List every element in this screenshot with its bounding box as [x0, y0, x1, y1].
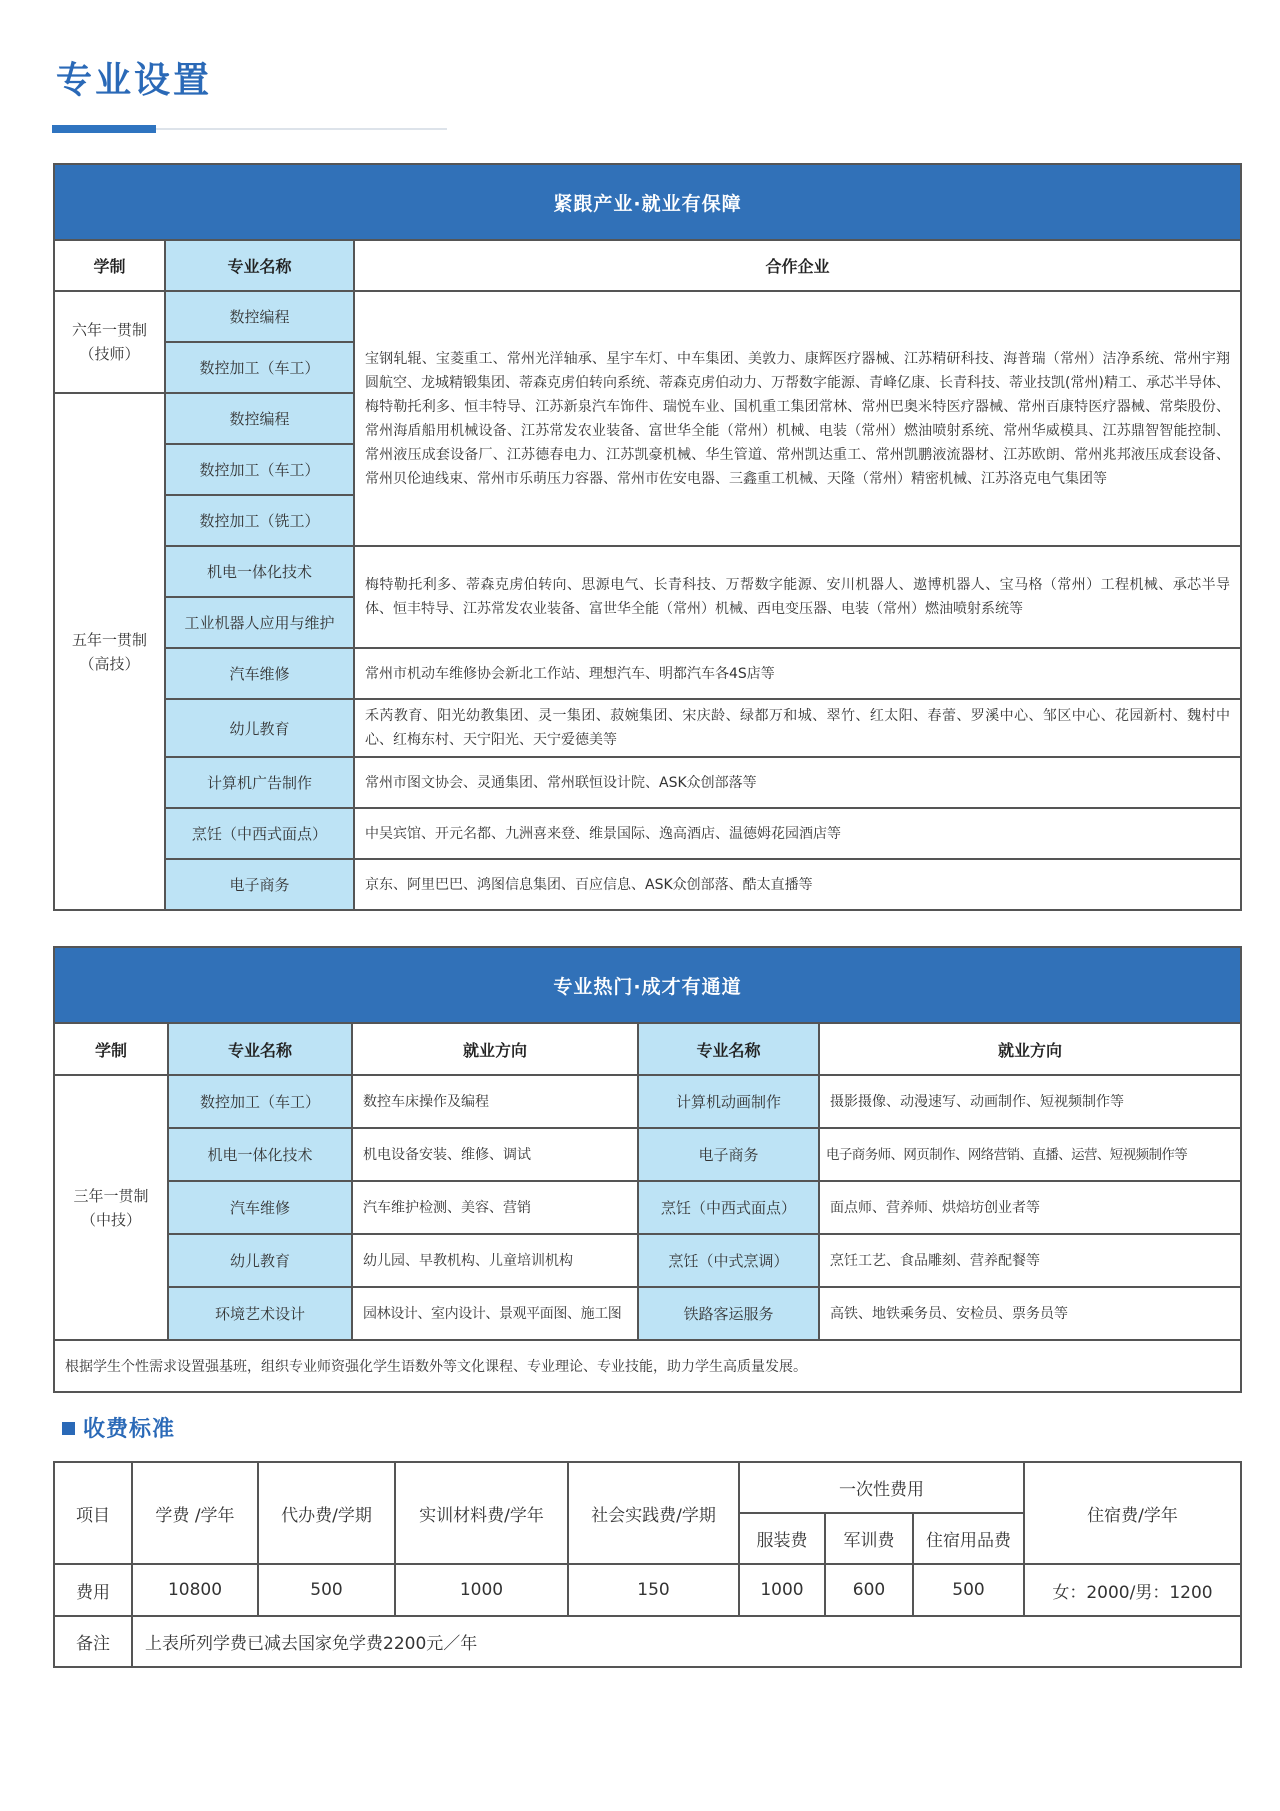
fee-military-value: 600: [825, 1564, 913, 1616]
square-bullet-icon: [62, 1422, 75, 1435]
companies-cell: 梅特勒托利多、蒂森克虏伯转向、思源电气、长青科技、万帮数字能源、安川机器人、遨博机器人、宝马格（常州）工程机械、承芯半导体、恒丰特导、江苏常发农业装备、富世华全能（常州）机械、西电变压器、电装（常州）燃油喷射系统等: [354, 546, 1241, 648]
fee-practice-value: 150: [568, 1564, 739, 1616]
major-cell: 汽车维修: [165, 648, 354, 699]
table-title: 专业热门·成才有通道: [54, 947, 1241, 1023]
companies-cell: 常州市图文协会、灵通集团、常州联恒设计院、ASK众创部落等: [354, 757, 1241, 808]
major-cell: 铁路客运服务: [638, 1287, 819, 1340]
major-cell: 幼儿教育: [168, 1234, 352, 1287]
major-cell: 工业机器人应用与维护: [165, 597, 354, 648]
major-cell: 机电一体化技术: [165, 546, 354, 597]
major-cell: 烹饪（中式烹调）: [638, 1234, 819, 1287]
fee-dorm-goods-value: 500: [913, 1564, 1024, 1616]
table-title: 紧跟产业·就业有保障: [54, 164, 1241, 240]
fee-row-label: 费用: [54, 1564, 132, 1616]
col-header-major: 专业名称: [165, 240, 354, 291]
direction-cell: 数控车床操作及编程: [352, 1075, 638, 1128]
remark-text: 上表所列学费已减去国家免学费2200元／年: [132, 1616, 1241, 1667]
companies-cell: 常州市机动车维修协会新北工作站、理想汽车、明都汽车各4S店等: [354, 648, 1241, 699]
fee-header-material: 实训材料费/学年: [395, 1462, 568, 1564]
group-three-year: 三年一贯制 （中技）: [54, 1075, 168, 1340]
major-cell: 数控加工（铣工）: [165, 495, 354, 546]
col-header-direction: 就业方向: [352, 1023, 638, 1075]
fee-header-item: 项目: [54, 1462, 132, 1564]
major-cell: 计算机动画制作: [638, 1075, 819, 1128]
group-five-year: 五年一贯制 （高技）: [54, 393, 165, 910]
fee-header-agency: 代办费/学期: [258, 1462, 395, 1564]
major-cell: 计算机广告制作: [165, 757, 354, 808]
fee-header-practice: 社会实践费/学期: [568, 1462, 739, 1564]
direction-cell: 机电设备安装、维修、调试: [352, 1128, 638, 1181]
major-cell: 汽车维修: [168, 1181, 352, 1234]
companies-cell: 禾芮教育、阳光幼教集团、灵一集团、菽婉集团、宋庆龄、绿都万和城、翠竹、红太阳、春蕾、罗溪中心、邹区中心、花园新村、魏村中心、红梅东村、天宁阳光、天宁爱德美等: [354, 699, 1241, 757]
fee-header-uniform: 服装费: [739, 1513, 825, 1564]
direction-cell: 烹饪工艺、食品雕刻、营养配餐等: [819, 1234, 1241, 1287]
major-cell: 数控加工（车工）: [165, 342, 354, 393]
direction-cell: 幼儿园、早教机构、儿童培训机构: [352, 1234, 638, 1287]
fee-agency-value: 500: [258, 1564, 395, 1616]
fee-material-value: 1000: [395, 1564, 568, 1616]
major-cell: 环境艺术设计: [168, 1287, 352, 1340]
major-cell: 数控编程: [165, 393, 354, 444]
fee-header-tuition: 学费 /学年: [132, 1462, 258, 1564]
major-cell: 电子商务: [638, 1128, 819, 1181]
major-cell: 幼儿教育: [165, 699, 354, 757]
col-header-major: 专业名称: [168, 1023, 352, 1075]
group-six-year: 六年一贯制 （技师）: [54, 291, 165, 393]
direction-cell: 高铁、地铁乘务员、安检员、票务员等: [819, 1287, 1241, 1340]
fee-tuition-value: 10800: [132, 1564, 258, 1616]
col-header-direction: 就业方向: [819, 1023, 1241, 1075]
direction-cell: 摄影摄像、动漫速写、动画制作、短视频制作等: [819, 1075, 1241, 1128]
direction-cell: 园林设计、室内设计、景观平面图、施工图: [352, 1287, 638, 1340]
fee-header-military: 军训费: [825, 1513, 913, 1564]
fees-section-title: 收费标准: [62, 1412, 175, 1443]
companies-cell: 宝钢轧辊、宝菱重工、常州光洋轴承、星宇车灯、中车集团、美敦力、康辉医疗器械、江苏精研科技、海普瑞（常州）洁净系统、常州宇翔圆航空、龙城精锻集团、蒂森克虏伯转向系统、蒂森克虏伯动力、万帮数字能源、青峰亿康、长青科技、蒂业技凯(常州)精工、承芯半导体、梅特勒托利多、恒丰特导、江苏新泉汽车饰件、瑞悦车业、国机重工集团常林、常州巴奥米特医疗器械、常州百康特医疗器械、常柴股份、常州海盾船用机械设备、江苏常发农业装备、富世华全能（常州）机械、电装（常州）燃油喷射系统、常州华威模具、江苏鼎智智能控制、常州液压成套设备厂、江苏德春电力、江苏凯豪机械、华生管道、常州凯达重工、常州凯鹏液流器材、江苏欧朗、常州兆邦液压成套设备、常州贝伦迪线束、常州市乐萌压力容器、常州市佐安电器、三鑫重工机械、天隆（常州）精密机械、江苏洛克电气集团等: [354, 291, 1241, 546]
career-direction-table: [53, 946, 1242, 1393]
fee-header-one-time: 一次性费用: [739, 1462, 1024, 1513]
fee-header-dorm: 住宿费/学年: [1024, 1462, 1241, 1564]
col-header-system: 学制: [54, 1023, 168, 1075]
title-accent-bar: [52, 125, 156, 133]
remark-label: 备注: [54, 1616, 132, 1667]
table-note: 根据学生个性需求设置强基班，组织专业师资强化学生语数外等文化课程、专业理论、专业技能，助力学生高质量发展。: [54, 1340, 1241, 1392]
direction-cell: 面点师、营养师、烘焙坊创业者等: [819, 1181, 1241, 1234]
major-cell: 电子商务: [165, 859, 354, 910]
major-cell: 机电一体化技术: [168, 1128, 352, 1181]
fee-dorm-value: 女：2000/男：1200: [1024, 1564, 1241, 1616]
major-cell: 烹饪（中西式面点）: [165, 808, 354, 859]
companies-cell: 京东、阿里巴巴、鸿图信息集团、百应信息、ASK众创部落、酷太直播等: [354, 859, 1241, 910]
major-cell: 数控编程: [165, 291, 354, 342]
companies-cell: 中吴宾馆、开元名都、九洲喜来登、维景国际、逸高酒店、温德姆花园酒店等: [354, 808, 1241, 859]
direction-cell: 汽车维护检测、美容、营销: [352, 1181, 638, 1234]
major-cell: 数控加工（车工）: [168, 1075, 352, 1128]
fee-header-dorm-goods: 住宿用品费: [913, 1513, 1024, 1564]
col-header-system: 学制: [54, 240, 165, 291]
fees-table: [53, 1461, 1242, 1668]
page-title: 专业设置: [56, 60, 213, 101]
col-header-major: 专业名称: [638, 1023, 819, 1075]
major-cell: 数控加工（车工）: [165, 444, 354, 495]
fee-uniform-value: 1000: [739, 1564, 825, 1616]
major-cell: 烹饪（中西式面点）: [638, 1181, 819, 1234]
partner-companies-table: [53, 163, 1242, 911]
direction-cell: 电子商务师、网页制作、网络营销、直播、运营、短视频制作等: [819, 1128, 1241, 1181]
col-header-companies: 合作企业: [354, 240, 1241, 291]
